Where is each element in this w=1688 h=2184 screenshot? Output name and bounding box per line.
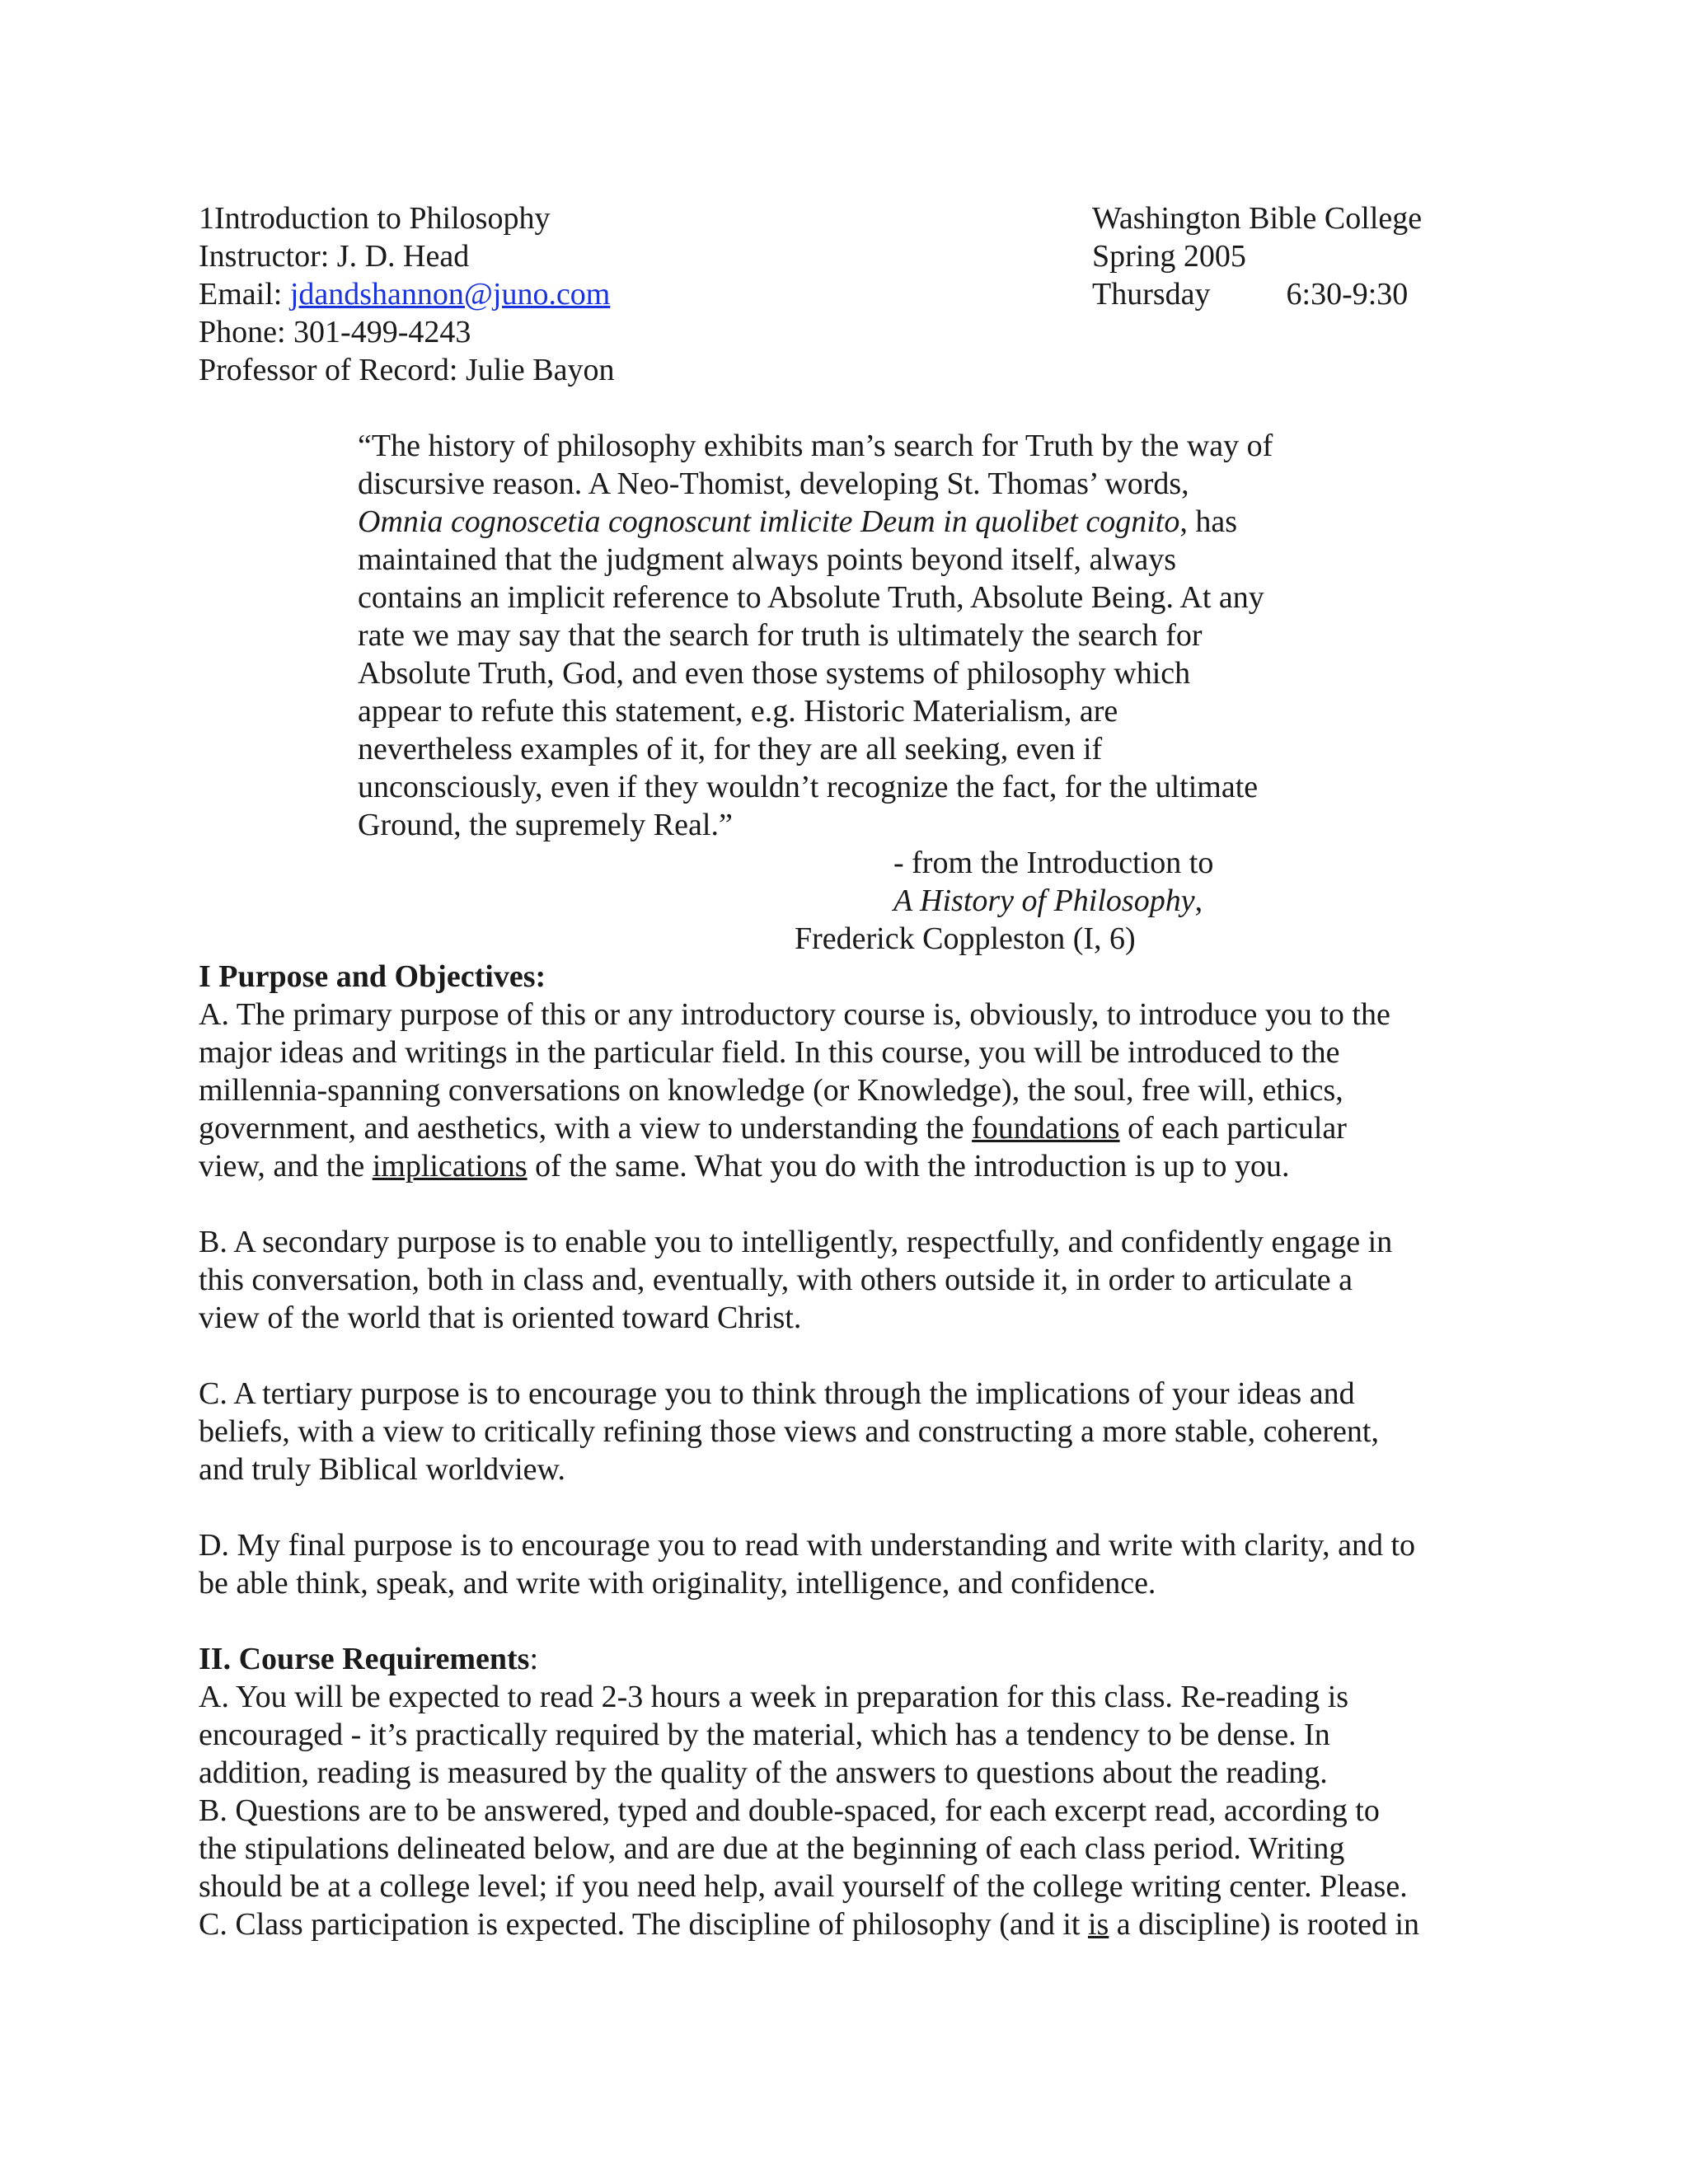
quote-line: Ground, the supremely Real.”	[358, 808, 733, 842]
quote-line: Absolute Truth, God, and even those systems of philosophy which	[358, 656, 1191, 691]
purpose-b-line: B. A secondary purpose is to enable you to intelligently, respectfully, and confidently engage in	[199, 1225, 1393, 1259]
latin-phrase: Omnia cognoscetia cognoscunt imlicite Deum in quolibet cognito	[358, 504, 1180, 539]
header-left-block	[199, 199, 1023, 389]
section-heading-purpose: I Purpose and Objectives:	[199, 959, 546, 994]
purpose-b-line: view of the world that is oriented toward Christ.	[199, 1301, 802, 1335]
class-time: 6:30-9:30	[1286, 277, 1409, 312]
purpose-a-line	[199, 1147, 1517, 1185]
book-title-comma: ,	[1194, 883, 1203, 918]
epigraph-quote	[358, 427, 1347, 844]
requirement-c-line	[199, 1905, 1517, 1943]
paragraph-gap	[199, 1185, 1517, 1223]
class-day: Thursday	[1092, 277, 1211, 312]
purpose-a-line: A. The primary purpose of this or any introductory course is, obviously, to introduce you to the	[199, 997, 1390, 1032]
instructor-line: Instructor: J. D. Head	[199, 239, 470, 274]
text-fragment: C. Class participation is expected. The discipline of philosophy (and it	[199, 1907, 1088, 1942]
purpose-c-line: beliefs, with a view to critically refining those views and constructing a more stable, coherent,	[199, 1414, 1379, 1449]
email-line	[199, 275, 1023, 313]
attribution-author: Frederick Coppleston (I, 6)	[795, 921, 1136, 956]
purpose-d-line: be able think, speak, and write with originality, intelligence, and confidence.	[199, 1566, 1156, 1601]
purpose-c-line: C. A tertiary purpose is to encourage you to think through the implications of your ideas and	[199, 1376, 1355, 1411]
quote-line: unconsciously, even if they wouldn’t recognize the fact, for the ultimate	[358, 770, 1259, 804]
phone-line: Phone: 301-499-4243	[199, 315, 471, 349]
underlined-implications: implications	[372, 1149, 528, 1183]
professor-of-record-line: Professor of Record: Julie Bayon	[199, 353, 615, 387]
requirement-b-line: the stipulations delineated below, and are due at the beginning of each class period. Writing	[199, 1831, 1345, 1866]
text-fragment: view, and the	[199, 1149, 373, 1183]
purpose-d-line: D. My final purpose is to encourage you to read with understanding and write with clarity, and to	[199, 1528, 1416, 1563]
paragraph-gap	[199, 1337, 1517, 1375]
syllabus-body	[199, 958, 1517, 1943]
quote-line: rate we may say that the search for truth is ultimately the search for	[358, 618, 1203, 653]
purpose-a-line	[199, 1109, 1517, 1147]
text-fragment: of the same. What you do with the introduction is up to you.	[527, 1149, 1290, 1183]
requirement-a-line: encouraged - it’s practically required by the material, which has a tendency to be dense. In	[199, 1718, 1330, 1752]
header-right-block	[1092, 199, 1587, 313]
underlined-is: is	[1087, 1907, 1109, 1942]
schedule-line	[1092, 275, 1587, 313]
course-title: 1Introduction to Philosophy	[199, 201, 551, 236]
college-name: Washington Bible College	[1092, 201, 1423, 236]
requirement-a-line: addition, reading is measured by the quality of the answers to questions about the reading.	[199, 1755, 1328, 1790]
purpose-a-line: major ideas and writings in the particular field. In this course, you will be introduced to the	[199, 1035, 1340, 1070]
requirement-a-line: A. You will be expected to read 2-3 hours a week in preparation for this class. Re-reading is	[199, 1680, 1349, 1714]
purpose-a-line: millennia-spanning conversations on knowledge (or Knowledge), the soul, free will, ethics,	[199, 1073, 1343, 1108]
paragraph-gap	[199, 1488, 1517, 1526]
requirement-b-line: B. Questions are to be answered, typed and double-spaced, for each excerpt read, according to	[199, 1793, 1380, 1828]
quote-line: contains an implicit reference to Absolute Truth, Absolute Being. At any	[358, 580, 1264, 615]
requirements-heading-colon: :	[529, 1642, 539, 1676]
section-heading-requirements	[199, 1640, 1517, 1678]
text-fragment: a discipline) is rooted in	[1109, 1907, 1420, 1942]
quote-line: discursive reason. A Neo-Thomist, developing St. Thomas’ words,	[358, 466, 1189, 501]
paragraph-gap	[199, 1602, 1517, 1640]
email-label: Email:	[199, 277, 290, 312]
quote-line: nevertheless examples of it, for they are all seeking, even if	[358, 732, 1103, 766]
requirements-heading-text: II. Course Requirements	[199, 1642, 530, 1676]
purpose-b-line: this conversation, both in class and, eventually, with others outside it, in order to articulate a	[199, 1263, 1353, 1297]
requirement-b-line: should be at a college level; if you need help, avail yourself of the college writing center. Please.	[199, 1869, 1408, 1904]
quote-line	[358, 503, 1347, 541]
book-title: A History of Philosophy	[893, 883, 1195, 918]
attribution-book-title	[893, 882, 1203, 920]
attribution-line: - from the Introduction to	[893, 846, 1214, 880]
purpose-c-line: and truly Biblical worldview.	[199, 1452, 565, 1487]
email-link[interactable]: jdandshannon@juno.com	[289, 277, 611, 312]
quote-line: maintained that the judgment always points beyond itself, always	[358, 542, 1177, 577]
text-fragment: of each particular	[1119, 1111, 1347, 1146]
underlined-foundations: foundations	[972, 1111, 1120, 1146]
term-line: Spring 2005	[1092, 239, 1246, 274]
quote-line: appear to refute this statement, e.g. Historic Materialism, are	[358, 694, 1118, 729]
quote-line: “The history of philosophy exhibits man’s search for Truth by the way of	[358, 429, 1273, 463]
text-fragment: government, and aesthetics, with a view to understanding the	[199, 1111, 973, 1146]
quote-line-rest: , has	[1179, 504, 1237, 539]
